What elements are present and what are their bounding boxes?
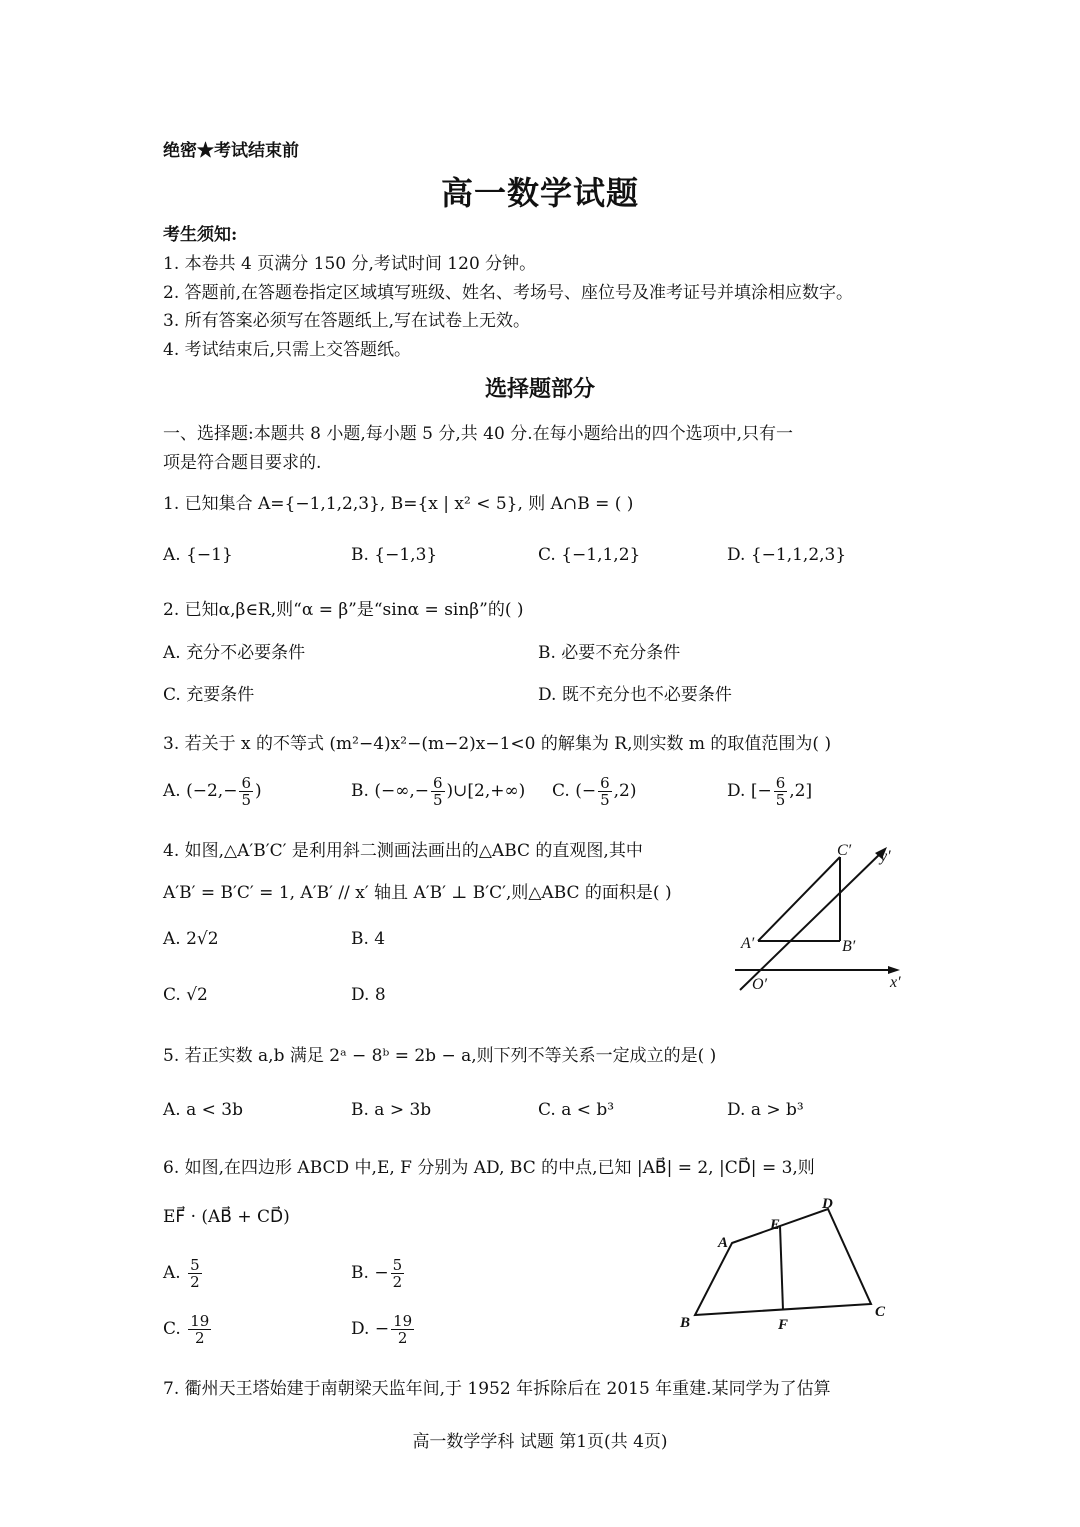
q4-oblique-figure xyxy=(725,835,915,1000)
fraction xyxy=(188,1257,202,1290)
notice-item-1: 1. 本卷共 4 页满分 150 分,考试时间 120 分钟。 xyxy=(163,254,537,274)
denominator: 5 xyxy=(241,791,251,809)
interval-right: ,2] xyxy=(789,781,813,801)
q1-option-d[interactable]: D. {−1,1,2,3} xyxy=(727,545,847,565)
question-4-stem-line2: A′B′ = B′C′ = 1, A′B′ // x′ 轴且 A′B′ ⊥ B′C′,则△ABC 的面积是( ) xyxy=(163,883,672,903)
denominator: 2 xyxy=(194,1329,205,1347)
question-6-stem-line2: EF⃗ · (AB⃗ + CD⃗) xyxy=(163,1207,290,1227)
option-label: A. xyxy=(163,1263,181,1283)
segment-ac xyxy=(758,857,840,941)
option-label: B. xyxy=(351,1263,369,1283)
label-o: O′ xyxy=(752,976,768,993)
x-arrow-icon xyxy=(888,966,900,974)
question-6-stem-line1: 6. 如图,在四边形 ABCD 中,E, F 分别为 AD, BC 的中点,已知 |AB⃗| = 2, |CD⃗| = 3,则 xyxy=(163,1158,815,1178)
confidential-mark: 绝密★考试结束前 xyxy=(163,141,299,161)
q6-option-d[interactable] xyxy=(351,1313,416,1346)
numerator: 19 xyxy=(393,1312,413,1330)
denominator: 2 xyxy=(392,1273,403,1291)
interval-right: )∪[2,+∞) xyxy=(446,781,526,801)
q2-option-c[interactable]: C. 充要条件 xyxy=(163,685,255,705)
interval-left: (−2,− xyxy=(186,781,238,801)
q4-option-a[interactable]: A. 2√2 xyxy=(163,929,219,949)
label-f: F xyxy=(778,1317,789,1333)
page-title: 高一数学试题 xyxy=(440,174,639,212)
denominator: 5 xyxy=(600,791,610,809)
q5-option-d[interactable]: D. a > b³ xyxy=(727,1100,804,1120)
numerator: 6 xyxy=(600,774,610,792)
q2-option-a[interactable]: A. 充分不必要条件 xyxy=(163,643,306,663)
q1-option-a[interactable]: A. {−1} xyxy=(163,545,233,565)
label-a: A′ xyxy=(741,935,755,952)
q1-option-c[interactable]: C. {−1,1,2} xyxy=(538,545,641,565)
notice-item-3: 3. 所有答案必须写在答题纸上,写在试卷上无效。 xyxy=(163,311,531,331)
notice-item-4: 4. 考试结束后,只需上交答题纸。 xyxy=(163,340,412,360)
fraction xyxy=(598,775,612,808)
section-title: 选择题部分 xyxy=(484,376,595,402)
label-b: B′ xyxy=(842,938,856,955)
q5-option-a[interactable]: A. a < 3b xyxy=(163,1100,243,1120)
q1-option-b[interactable]: B. {−1,3} xyxy=(351,545,438,565)
question-7-stem: 7. 衢州天王塔始建于南朝梁天监年间,于 1952 年拆除后在 2015 年重建.某同学为了估算 xyxy=(163,1379,831,1399)
fraction xyxy=(774,775,788,808)
q3-option-a[interactable] xyxy=(163,775,262,808)
q4-option-b[interactable]: B. 4 xyxy=(351,929,386,949)
question-4-stem-line1: 4. 如图,△A′B′C′ 是利用斜二测画法画出的△ABC 的直观图,其中 xyxy=(163,841,643,861)
interval-left: (− xyxy=(575,781,597,801)
denominator: 5 xyxy=(775,791,786,809)
question-1-stem: 1. 已知集合 A={−1,1,2,3}, B={x | x² < 5}, 则 A∩B = ( ) xyxy=(163,494,634,514)
fraction xyxy=(239,775,253,808)
q3-option-d[interactable] xyxy=(727,775,812,808)
interval-left: [− xyxy=(750,781,772,801)
option-label: B. xyxy=(351,781,369,801)
q4-option-d[interactable]: D. 8 xyxy=(351,985,386,1005)
question-5-stem: 5. 若正实数 a,b 满足 2ᵃ − 8ᵇ = 2b − a,则下列不等关系一定成立的是( ) xyxy=(163,1046,717,1066)
option-label: D. xyxy=(727,781,746,801)
label-a: A xyxy=(718,1235,729,1251)
notice-item-2: 2. 答题前,在答题卷指定区域填写班级、姓名、考场号、座位号及准考证号并填涂相应数字。 xyxy=(163,283,854,303)
question-3-stem: 3. 若关于 x 的不等式 (m²−4)x²−(m−2)x−1<0 的解集为 R,则实数 m 的取值范围为( ) xyxy=(163,734,832,754)
fraction xyxy=(431,775,445,808)
q2-option-b[interactable]: B. 必要不充分条件 xyxy=(538,643,681,663)
fraction xyxy=(391,1313,414,1346)
q2-option-d[interactable]: D. 既不充分也不必要条件 xyxy=(538,685,732,705)
label-c: C′ xyxy=(837,842,852,859)
numerator: 6 xyxy=(433,774,443,792)
section-intro-line1: 一、选择题:本题共 8 小题,每小题 5 分,共 40 分.在每小题给出的四个选项中,只有一 xyxy=(163,424,794,444)
question-2-stem: 2. 已知α,β∈R,则“α = β”是“sinα = sinβ”的( ) xyxy=(163,600,524,620)
q3-option-c[interactable] xyxy=(552,775,637,808)
denominator: 5 xyxy=(433,791,443,809)
denominator: 2 xyxy=(397,1329,408,1347)
fraction xyxy=(188,1313,211,1346)
segment-ef xyxy=(780,1226,783,1310)
interval-right: ,2) xyxy=(613,781,637,801)
numerator: 6 xyxy=(775,774,786,792)
q5-option-b[interactable]: B. a > 3b xyxy=(351,1100,432,1120)
label-y: y′ xyxy=(880,848,891,865)
label-x: x′ xyxy=(890,974,901,991)
option-label: C. xyxy=(552,781,570,801)
label-b: B xyxy=(680,1315,691,1331)
q3-option-b[interactable] xyxy=(351,775,525,808)
label-d: D xyxy=(822,1196,833,1212)
fraction xyxy=(391,1257,405,1290)
numerator: 5 xyxy=(392,1256,403,1274)
numerator: 5 xyxy=(190,1256,200,1274)
option-label: C. xyxy=(163,1319,181,1339)
q4-option-c[interactable]: C. √2 xyxy=(163,985,208,1005)
denominator: 2 xyxy=(190,1273,200,1291)
numerator: 6 xyxy=(241,774,251,792)
option-label: A. xyxy=(163,781,181,801)
interval-left: (−∞,− xyxy=(374,781,429,801)
numerator: 19 xyxy=(190,1312,210,1330)
label-e: E xyxy=(770,1217,781,1233)
notice-heading: 考生须知: xyxy=(163,225,238,245)
page-footer: 高一数学学科 试题 第1页(共 4页) xyxy=(412,1432,668,1452)
sign: − xyxy=(374,1263,389,1283)
interval-right: ) xyxy=(254,781,262,801)
q6-quadrilateral-figure xyxy=(670,1195,900,1335)
section-intro-line2: 项是符合题目要求的. xyxy=(163,453,322,473)
option-label: D. xyxy=(351,1319,370,1339)
sign: − xyxy=(374,1319,390,1339)
q6-option-b[interactable] xyxy=(351,1257,406,1290)
label-c: C xyxy=(875,1304,886,1320)
q5-option-c[interactable]: C. a < b³ xyxy=(538,1100,615,1120)
q6-option-c[interactable] xyxy=(163,1313,213,1346)
q6-option-a[interactable] xyxy=(163,1257,204,1290)
